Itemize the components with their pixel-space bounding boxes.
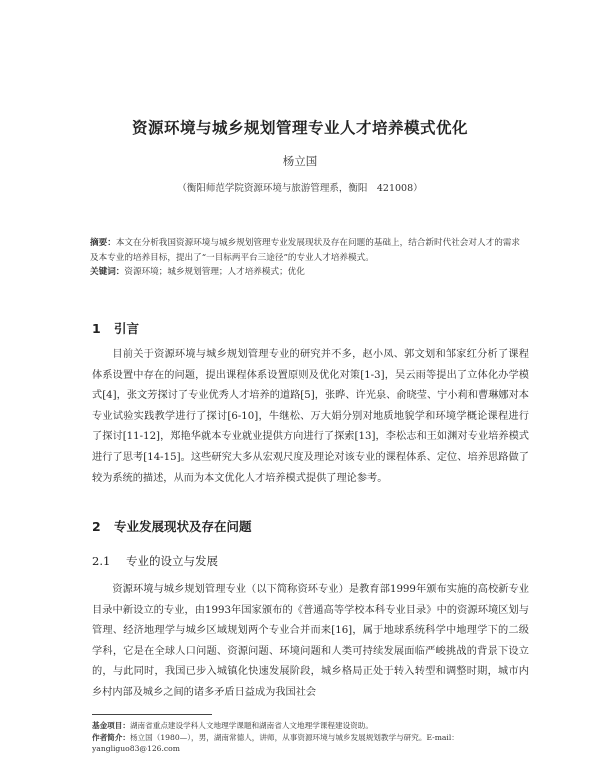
abstract-block: [90, 236, 520, 280]
author-name: 杨立国: [282, 154, 318, 168]
intro-paragraph: 目前关于资源环境与城乡规划管理专业的研究并不多，赵小凤、郭文划和邹家红分析了课程体系设置中存在的问题，提出课程体系设置原则及优化对策[1-3]，吴云雨等提出了立体化办学模式[4]，张文芳探讨了专业优秀人才培养的道路[5]，张晔、许光泉、俞晓莹、宁小莉和曹琳娜对本专业试验实践教学进行了探讨[6-10]，牛继松、万大娟分别对地质地貌学和环境学概论课程进行了探讨[11-12]，郑艳华就本专业就业提供方向进行了探索[13]，李松志和王如渊对专业培养模式进行了思考[14-15]。这些研究大多从宏观尺度及理论对该专业的课程体系、定位、培养思路做了较为系统的描述，从而为本文优化人才培养模式提供了理论参考。: [92, 349, 529, 484]
footnote-block: [92, 720, 532, 755]
author-note-label: 作者简介：: [92, 732, 130, 742]
section-title: 专业发展现状及存在问题: [114, 519, 252, 534]
author-note-text: 杨立国（1980—），男，湖南常德人，讲师，从事资源环境与城乡发展规划教学与研究。E-mail：: [129, 732, 459, 742]
footnote-rule: [92, 714, 212, 715]
body-paragraph: 资源环境与城乡规划管理专业（以下简称资环专业）是教育部1999年颁布实施的高校新专业目录中新设立的专业，由1993年国家颁布的《普通高等学校本科专业目录》中的资源环境区划与管理、经济地理学与城乡区域规划两个专业合并而来[16]，属于地球系统科学中地理学下的二级学科，它是在全球人口问题、资源问题、环境问题和人类可持续发展面临严峻挑战的背景下设立的，与此同时，我国已步入城镇化快速发展阶段，城乡格局正处于转入转型和调整时期，城市内乡村内部及城乡之间的诸多矛盾日益成为我国社会: [92, 584, 529, 698]
fund-text: 湖南省重点建设学科人文地理学课题和湖南省人文地理学课程建设资助。: [129, 721, 373, 730]
fund-note: [92, 720, 532, 732]
subsection-title: 专业的设立与发展: [126, 554, 218, 568]
section-2-heading: [92, 517, 252, 535]
abstract-label: 摘要：: [90, 238, 116, 248]
subsection-2-1-heading: [92, 553, 218, 569]
section-1-heading: [92, 319, 139, 337]
keywords-line: [90, 265, 520, 280]
paper-title: 资源环境与城乡规划管理专业人才培养模式优化: [131, 119, 468, 137]
keywords-label: 关键词：: [90, 267, 125, 277]
keywords-text: 资源环境；城乡规划管理；人才培养模式；优化: [124, 267, 305, 277]
author-email: yangliguo83@126.com: [92, 744, 180, 753]
section-number: 1: [92, 321, 101, 336]
fund-label: 基金项目：: [92, 721, 130, 730]
abstract-paragraph: [90, 236, 520, 265]
author-affiliation: （衡阳师范学院资源环境与旅游管理系，衡阳 421008）: [177, 183, 423, 194]
subsection-number: 2.1: [92, 554, 111, 568]
section-title: 引言: [114, 321, 140, 336]
abstract-text: 本文在分析我国资源环境与城乡规划管理专业发展现状及存在问题的基础上，结合新时代社会对人才的需求及本专业的培养目标，提出了“一目标两平台三途径”的专业人才培养模式。: [90, 238, 520, 263]
section-number: 2: [92, 519, 101, 534]
author-note: [92, 732, 532, 744]
